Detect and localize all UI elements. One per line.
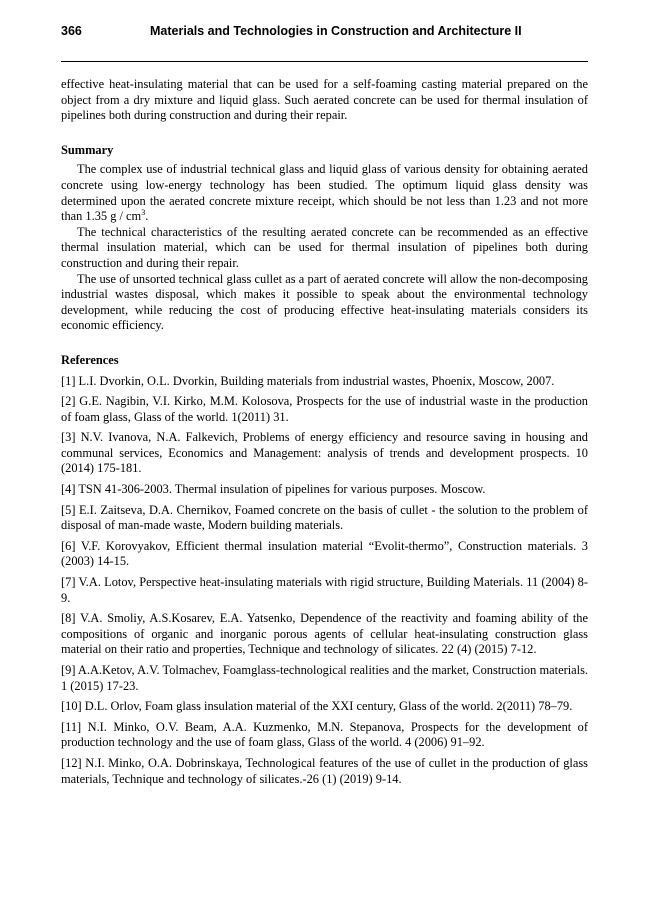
references-heading: References: [61, 352, 119, 367]
summary-p1-superscript: 3: [141, 208, 146, 218]
reference-item: [8] V.A. Smoliy, A.S.Kosarev, E.A. Yatsenko, Dependence of the reactivity and foaming ability of the compositions of organic and inorganic porous agents of cellular heat-insulating construction glass material on their ratio and properties, Technique and technology of silicates. 22 (4) (2015) 7-12.: [61, 611, 588, 657]
page-number: 366: [61, 24, 82, 38]
reference-item: [10] D.L. Orlov, Foam glass insulation material of the XXI century, Glass of the world. 2(2011) 78–79.: [61, 699, 573, 714]
summary-paragraph-1: [61, 162, 588, 224]
reference-item: [7] V.A. Lotov, Perspective heat-insulating materials with rigid structure, Building Materials. 11 (2004) 8-9.: [61, 575, 588, 605]
summary-p1-text: The complex use of industrial technical glass and liquid glass of various density for obtaining aerated concrete using low-energy technology has been studied. The optimum liquid glass density was determined upon the aerated concrete mixture receipt, which should be not less than 1.23 and not more than 1.35 g / cm: [61, 162, 588, 224]
reference-item: [2] G.E. Nagibin, V.I. Kirko, M.M. Kolosova, Prospects for the use of industrial waste in the production of foam glass, Glass of the world. 1(2011) 31.: [61, 394, 588, 424]
page-body: [61, 77, 588, 792]
reference-item: [4] TSN 41-306-2003. Thermal insulation of pipelines for various purposes. Moscow.: [61, 482, 486, 497]
reference-item: [11] N.I. Minko, O.V. Beam, A.A. Kuzmenko, M.N. Stepanova, Prospects for the development of production technology and the use of foam glass, Glass of the world. 4 (2006) 91–92.: [61, 719, 588, 750]
journal-title: Materials and Technologies in Construction and Architecture II: [150, 24, 522, 38]
intro-paragraph: effective heat-insulating material that can be used for a self-foaming casting material prepared on the object from a dry mixture and liquid glass. Such aerated concrete can be used for thermal insulation of pipelines both during construction and during their repair.: [61, 77, 588, 123]
reference-item: [5] E.I. Zaitseva, D.A. Chernikov, Foamed concrete on the basis of cullet - the solution to the problem of disposal of man-made waste, Modern building materials.: [61, 502, 588, 533]
running-header: [61, 24, 588, 44]
reference-item: [1] L.I. Dvorkin, O.L. Dvorkin, Building materials from industrial wastes, Phoenix, Moscow, 2007.: [61, 373, 555, 388]
reference-item: [3] N.V. Ivanova, N.A. Falkevich, Problems of energy efficiency and resource saving in housing and communal services, Economics and Management: analysis of trends and development prospects. 10 (2014) 175-181.: [61, 430, 588, 476]
reference-item: [6] V.F. Korovyakov, Efficient thermal insulation material “Evolit-thermo”, Construction materials. 3 (2003) 14-15.: [61, 538, 588, 569]
reference-item: [12] N.I. Minko, O.A. Dobrinskaya, Technological features of the use of cullet in the production of glass materials, Technique and technology of silicates.-26 (1) (2019) 9-14.: [61, 755, 588, 786]
reference-item: [9] A.A.Ketov, A.V. Tolmachev, Foamglass-technological realities and the market, Construction materials. 1 (2015) 17-23.: [61, 663, 588, 693]
summary-heading: Summary: [61, 142, 114, 157]
header-rule: [61, 61, 588, 62]
summary-paragraph-3: The use of unsorted technical glass cullet as a part of aerated concrete will allow the non-decomposing industrial wastes disposal, which makes it possible to speak about the environmental technology development, while reducing the cost of producing effective heat-insulating materials considers its economic efficiency.: [61, 271, 588, 333]
summary-paragraph-2: The technical characteristics of the resulting aerated concrete can be recommended as an effective thermal insulation material, which can be used for thermal insulation of pipelines both during construction and during their repair.: [61, 224, 588, 270]
reference-list: [61, 374, 588, 788]
summary-p1-end: .: [145, 209, 149, 224]
